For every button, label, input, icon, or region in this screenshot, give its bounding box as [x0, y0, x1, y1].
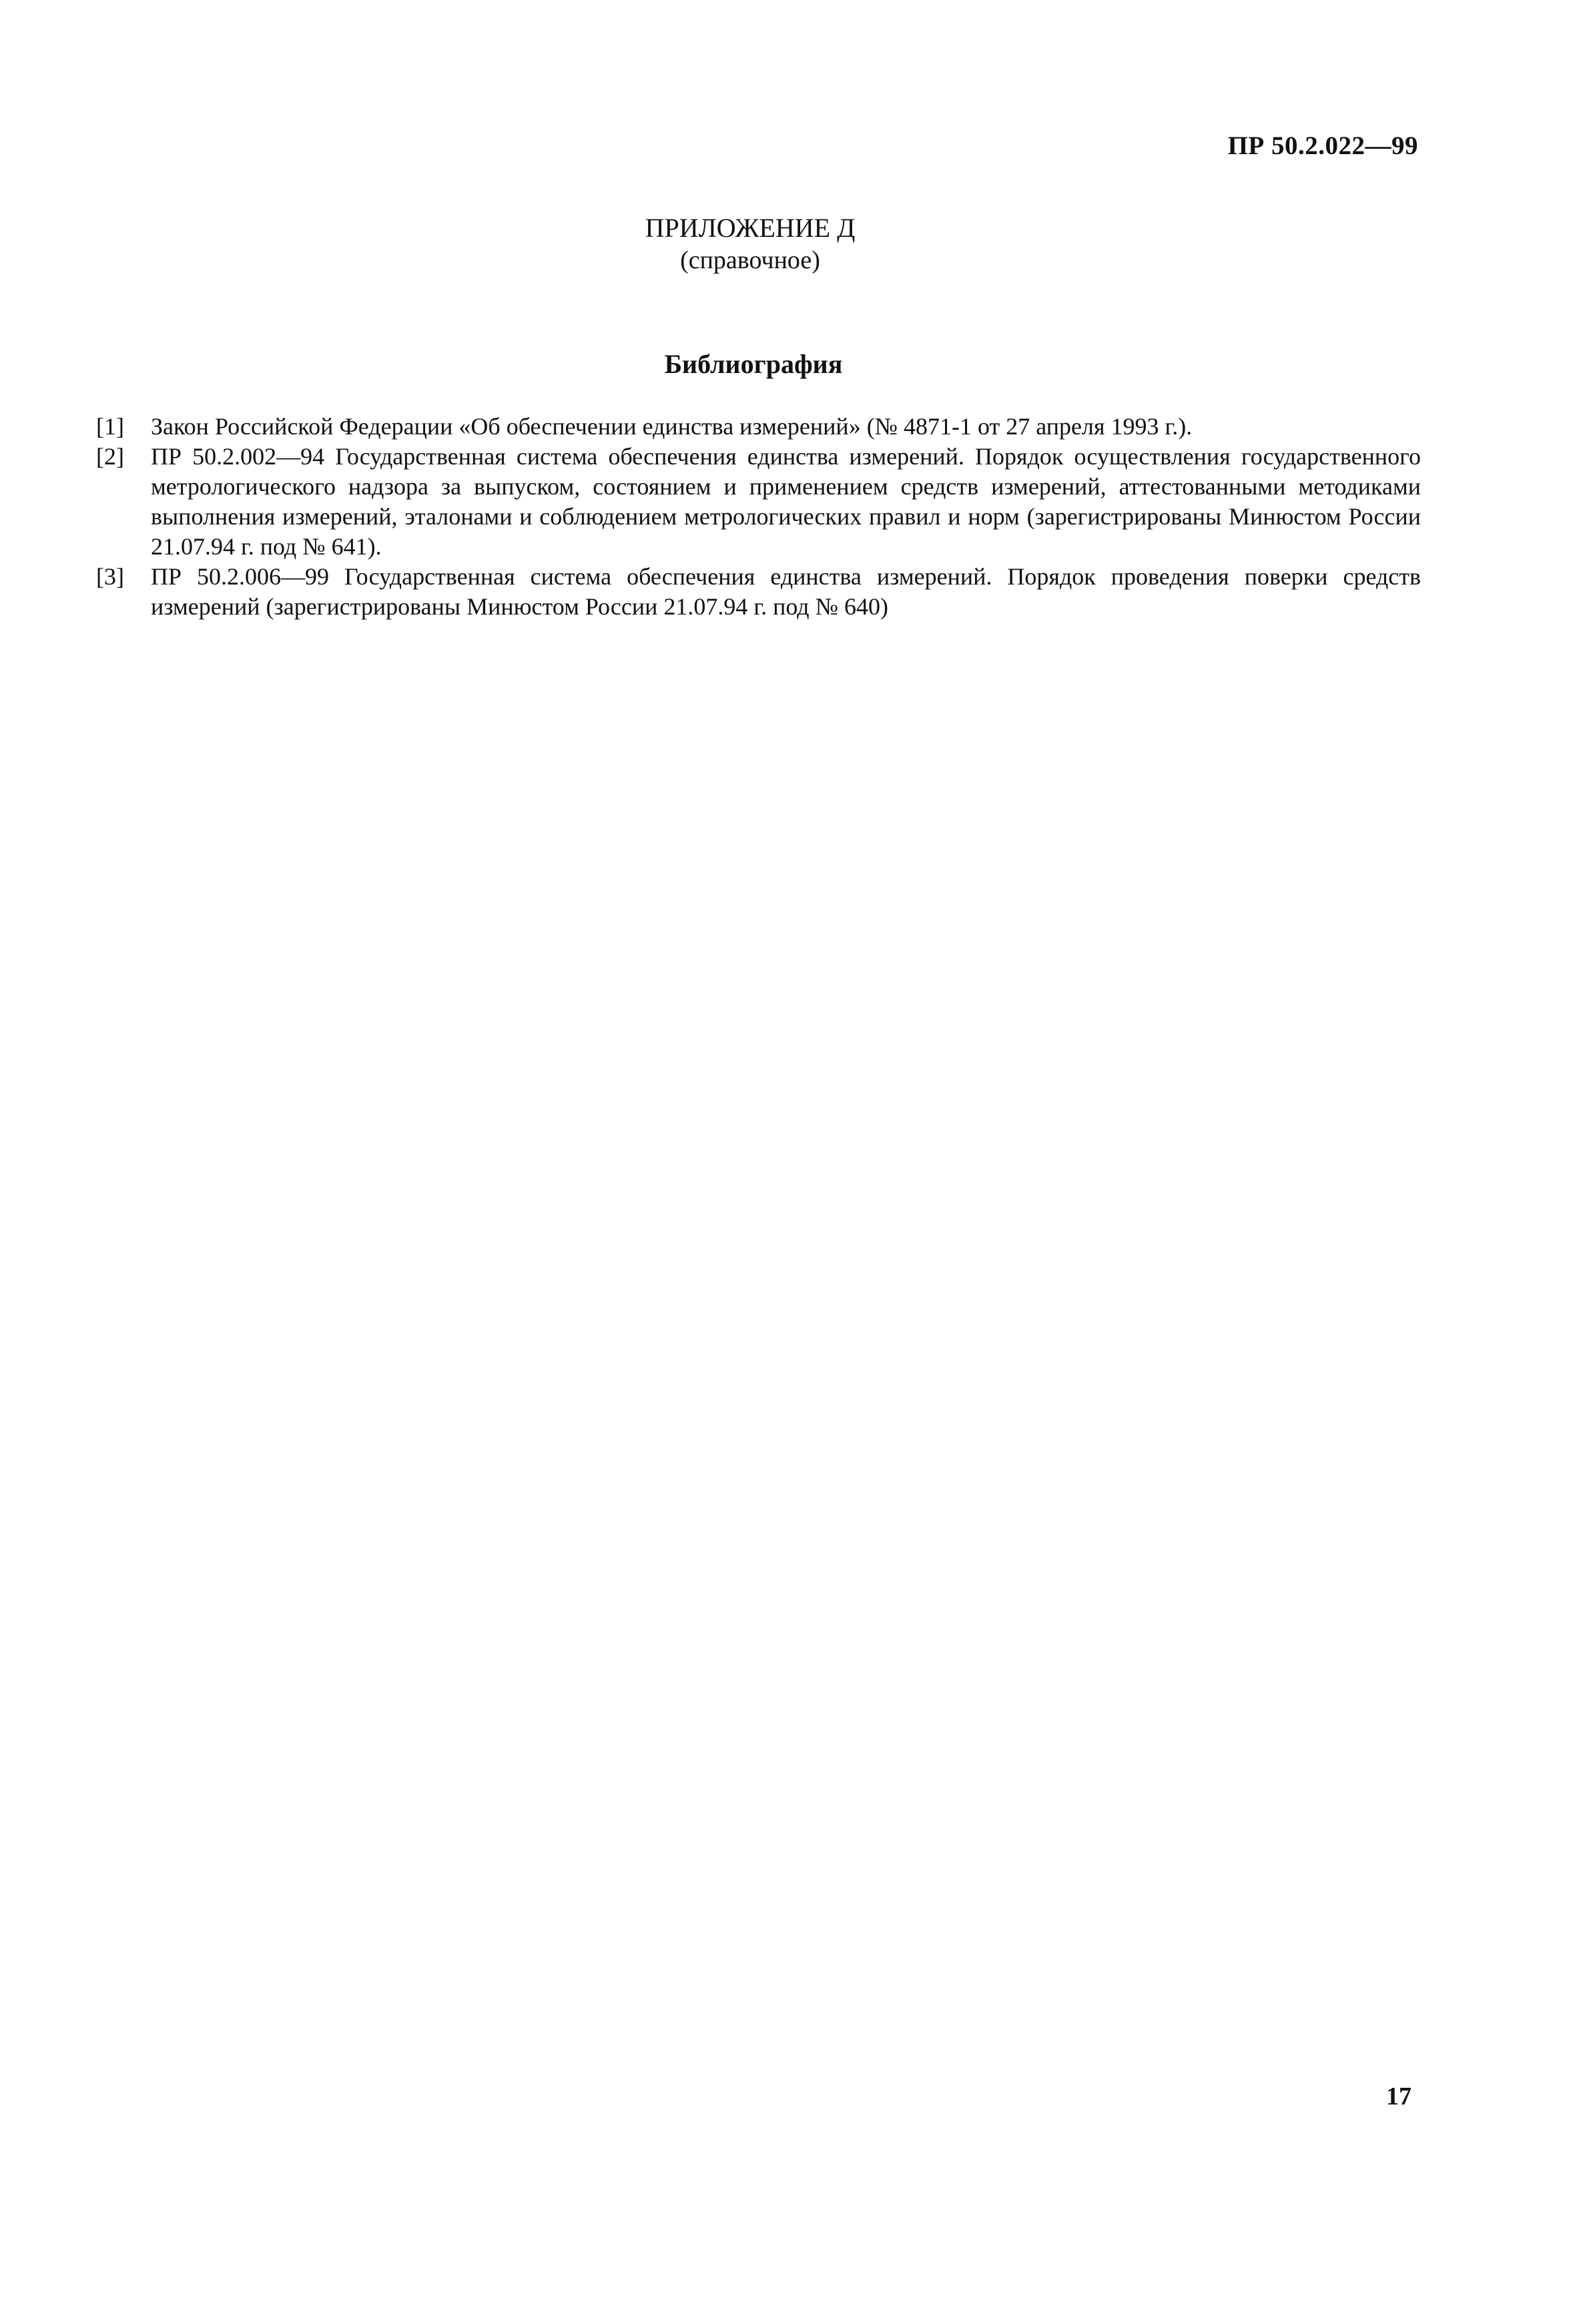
bibliography-list: [96, 412, 1421, 622]
page-number: 17: [1386, 2082, 1411, 2110]
appendix-header: [0, 212, 1500, 276]
bibliography-item-number: [1]: [96, 413, 124, 440]
bibliography-item-text: ПР 50.2.002—94 Государственная система обеспечения единства измерений. Порядок осуществления государственного метрологического надзора за выпуском, состоянием и применением средств измерений, аттестованными методиками выполнения измерений, эталонами и соблюдением метрологических правил и норм (зарегистрированы Минюстом России 21.07.94 г. под № 641).: [151, 443, 1421, 560]
bibliography-item-number: [2]: [96, 443, 124, 470]
bibliography-item-text: Закон Российской Федерации «Об обеспечении единства измерений» (№ 4871-1 от 27 апреля 1993 г.).: [151, 413, 1193, 440]
bibliography-item: [96, 442, 1421, 562]
bibliography-item-number: [3]: [96, 563, 124, 590]
appendix-title: ПРИЛОЖЕНИЕ Д: [645, 213, 856, 243]
appendix-note: (справочное): [680, 246, 820, 274]
document-code: ПР 50.2.022—99: [1227, 131, 1418, 160]
bibliography-item: [96, 412, 1421, 442]
bibliography-item-text: ПР 50.2.006—99 Государственная система обеспечения единства измерений. Порядок проведения поверки средств измерений (зарегистрированы Минюстом России 21.07.94 г. под № 640): [151, 563, 1421, 620]
bibliography-heading: Библиография: [664, 349, 843, 379]
bibliography-item: [96, 562, 1421, 622]
